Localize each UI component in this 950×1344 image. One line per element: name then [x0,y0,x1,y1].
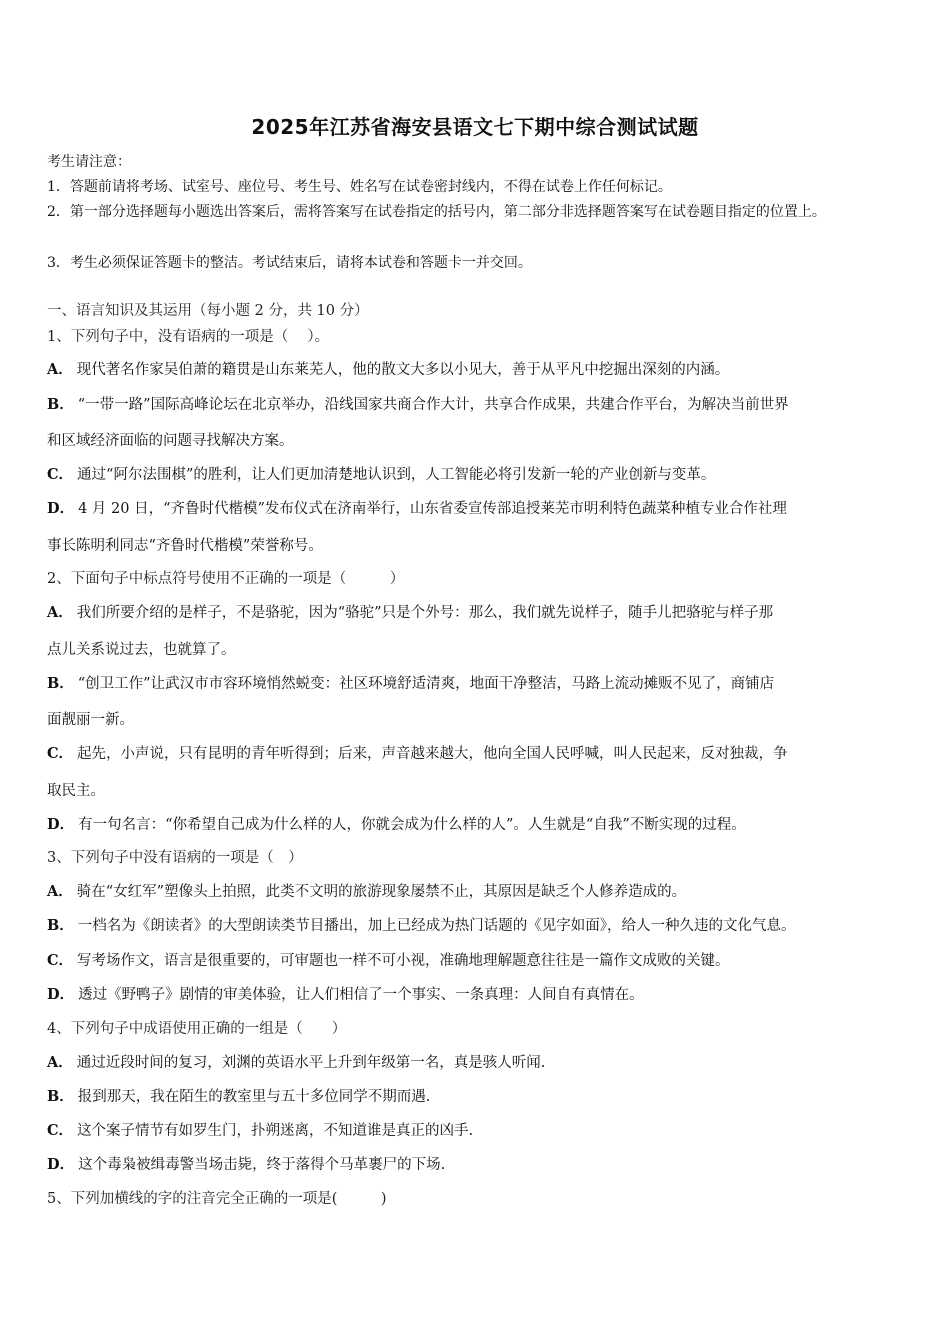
q2-option-a-cont: 点儿关系说过去，也就算了。 [47,642,236,658]
option-label: D． [47,1156,75,1173]
option-label: B． [47,396,74,413]
q3-option-c [47,949,907,973]
q1-option-b [47,393,907,417]
option-text: 通过“阿尔法围棋”的胜利，让人们更加清楚地认识到，人工智能必将引发新一轮的产业创新与变革。 [77,467,716,483]
notice-item-3: 3．考生必须保证答题卡的整洁。考试结束后，请将本试卷和答题卡一并交回。 [47,255,532,271]
q2-option-d [47,813,907,837]
option-text: “创卫工作”让武汉市市容环境悄然蜕变：社区环境舒适清爽，地面干净整洁，马路上流动摊贩不见了，商铺店 [77,676,775,692]
option-label: B． [47,675,74,692]
page-title: 2025年江苏省海安县语文七下期中综合测试试题 [251,115,699,139]
q2-option-b [47,672,907,696]
option-label: D． [47,816,75,833]
option-text: 这个案子情节有如罗生门，扑朔迷离，不知道谁是真正的凶手. [77,1123,474,1139]
q1-option-c [47,463,907,487]
option-label: B． [47,917,74,934]
option-label: C． [47,1122,74,1139]
option-label: C． [47,952,74,969]
notice-item-1: 1．答题前请将考场、试室号、座位号、考生号、姓名写在试卷密封线内，不得在试卷上作任何标记。 [47,179,672,195]
option-text: 现代著名作家吴伯萧的籍贯是山东莱芜人，他的散文大多以小见大，善于从平凡中挖掘出深刻的内涵。 [76,362,730,378]
notice-heading: 考生请注意： [47,154,131,170]
q3-option-a [47,880,907,904]
q1-option-a [47,358,907,382]
option-label: A． [47,1054,73,1071]
option-label: C． [47,466,74,483]
option-label: C． [47,745,74,762]
option-text: 我们所要介绍的是样子，不是骆驼，因为“骆驼”只是个外号：那么，我们就先说样子，随手儿把骆驼与样子那 [76,605,774,621]
question-5-stem: 5、下列加横线的字的注音完全正确的一项是( ) [47,1191,387,1207]
notice-item-2: 2．第一部分选择题每小题选出答案后，需将答案写在试卷指定的括号内，第二部分非选择题答案写在试卷题目指定的位置上。 [47,204,826,220]
option-text: 透过《野鸭子》剧情的审美体验，让人们相信了一个事实、一条真理：人间自有真情在。 [78,987,644,1003]
q4-option-a [47,1051,907,1075]
option-label: D． [47,986,75,1003]
q2-option-c-cont: 取民主。 [47,783,105,799]
q2-option-b-cont: 面靓丽一新。 [47,712,134,728]
option-label: D． [47,500,75,517]
q1-option-d-cont: 事长陈明利同志“齐鲁时代楷模”荣誉称号。 [47,538,323,554]
q4-option-d [47,1153,907,1177]
option-text: 报到那天，我在陌生的教室里与五十多位同学不期而遇. [77,1089,431,1105]
option-text: 写考场作文，语言是很重要的，可审题也一样不可小视，准确地理解题意往往是一篇作文成败的关键。 [77,953,730,969]
option-label: B． [47,1088,74,1105]
option-text: 这个毒枭被缉毒警当场击毙，终于落得个马革裹尸的下场. [78,1157,446,1173]
option-text: 起先，小声说，只有昆明的青年听得到；后来，声音越来越大，他向全国人民呼喊，叫人民起来，反对独裁，争 [77,746,788,762]
option-text: 一档名为《朗读者》的大型朗读类节目播出，加上已经成为热门话题的《见字如面》，给人一种久违的文化气息。 [77,918,796,934]
question-2-stem: 2、下面句子中标点符号使用不正确的一项是（ ） [47,571,405,587]
question-4-stem: 4、下列句子中成语使用正确的一组是（ ） [47,1021,347,1037]
question-1-stem: 1、下列句子中，没有语病的一项是（ ）。 [47,329,330,345]
q3-option-b [47,914,907,938]
q1-option-b-cont: 和区域经济面临的问题寻找解决方案。 [47,433,294,449]
q3-option-d [47,983,907,1007]
q2-option-c [47,742,907,766]
option-text: 骑在“女红军”塑像头上拍照，此类不文明的旅游现象屡禁不止，其原因是缺乏个人修养造成的。 [76,884,687,900]
q1-option-d [47,497,907,521]
q2-option-a [47,601,907,625]
option-text: 通过近段时间的复习，刘渊的英语水平上升到年级第一名，真是骇人听闻. [76,1055,546,1071]
option-text: “一带一路”国际高峰论坛在北京举办，沿线国家共商合作大计，共享合作成果，共建合作平台，为解决当前世界 [77,397,789,413]
option-text: 4 月 20 日，“齐鲁时代楷模”发布仪式在济南举行，山东省委宣传部追授莱芜市明利特色蔬菜种植专业合作社理 [78,501,787,517]
option-text: 有一句名言：“你希望自己成为什么样的人，你就会成为什么样的人”。人生就是“自我”不断实现的过程。 [78,817,746,833]
section-heading: 一、语言知识及其运用（每小题 2 分，共 10 分） [47,303,369,319]
q4-option-b [47,1085,907,1109]
option-label: A． [47,604,73,621]
question-3-stem: 3、下列句子中没有语病的一项是（ ） [47,850,303,866]
option-label: A． [47,361,73,378]
q4-option-c [47,1119,907,1143]
option-label: A． [47,883,73,900]
